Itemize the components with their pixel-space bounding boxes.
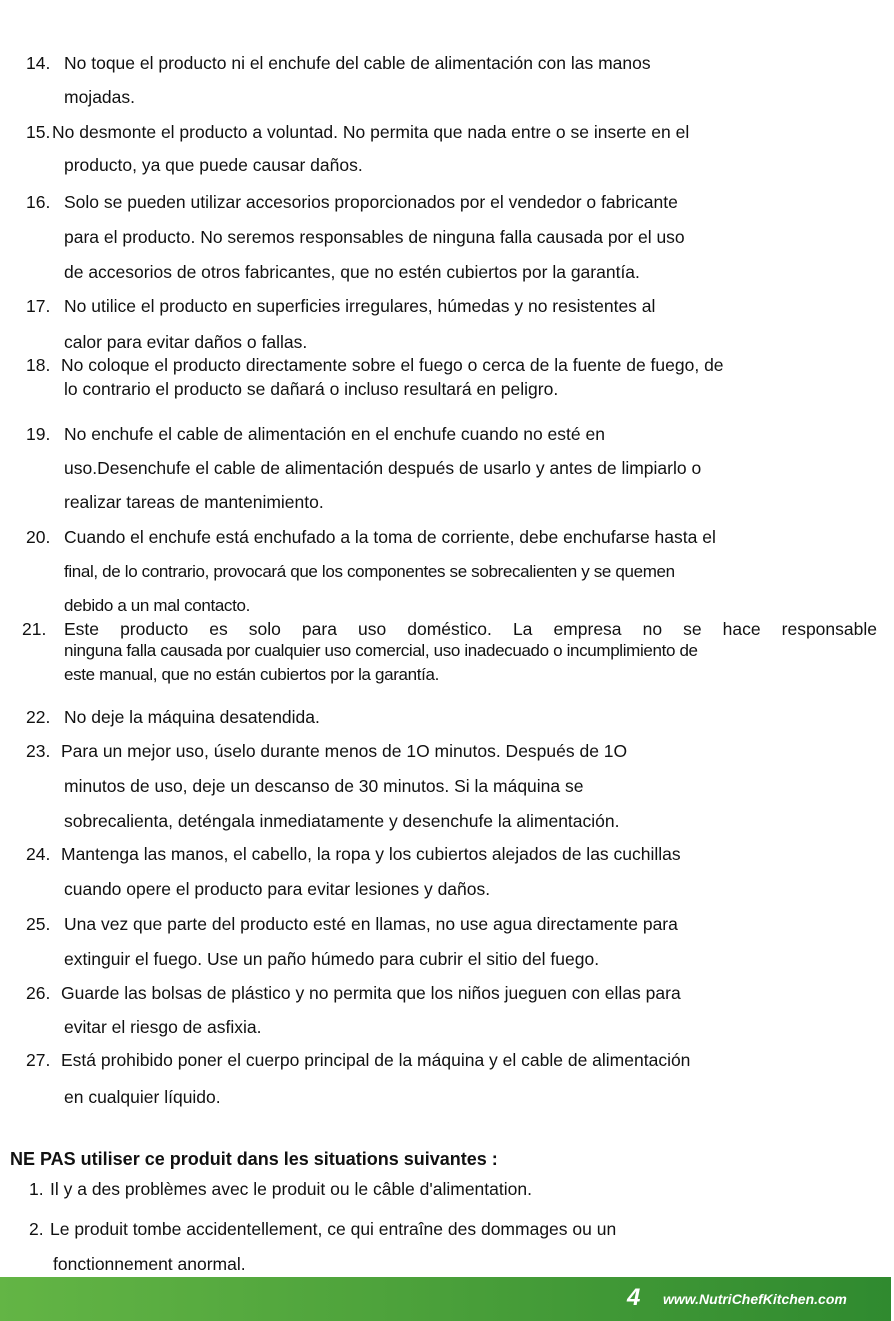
item-14-number: 14. [26,53,51,73]
item-19-line-1: No enchufe el cable de alimentación en el enchufe cuando no esté en [64,424,605,444]
item-21-word: uso [358,619,387,639]
item-20-line-2: final, de lo contrario, provocará que los componentes se sobrecalienten y se quemen [64,562,675,581]
item-21-word: La [512,619,533,639]
item-27-number: 27. [26,1050,51,1070]
item-26-line-1: Guarde las bolsas de plástico y no permita que los niños jueguen con ellas para [61,983,681,1003]
item-21-word: es [209,619,228,639]
item-18-line-1: No coloque el producto directamente sobre el fuego o cerca de la fuente de fuego, de [61,355,724,375]
item-23-number: 23. [26,741,51,761]
item-21-line-2: ninguna falla causada por cualquier uso comercial, uso inadecuado o incumplimiento de [64,641,698,660]
item-18-line-2: lo contrario el producto se dañará o incluso resultará en peligro. [64,379,559,399]
page-number: 4 [627,1284,641,1311]
item-20-line-3: debido a un mal contacto. [64,596,250,615]
french-item-2-number: 2. [29,1219,44,1239]
item-21-word: se [683,619,702,639]
item-21-word: hace [722,619,761,639]
item-16-line-1: Solo se pueden utilizar accesorios proporcionados por el vendedor o fabricante [64,192,678,212]
item-27-line-2: en cualquier líquido. [64,1087,221,1107]
item-21-word: responsable [781,619,877,639]
item-25-line-2: extinguir el fuego. Use un paño húmedo para cubrir el sitio del fuego. [64,949,600,969]
item-21-word: doméstico. [407,619,492,639]
item-25-number: 25. [26,914,51,934]
item-20-line-1: Cuando el enchufe está enchufado a la toma de corriente, debe enchufarse hasta el [64,527,716,547]
item-22-line-1: No deje la máquina desatendida. [64,707,320,727]
item-14-line-1: No toque el producto ni el enchufe del cable de alimentación con las manos [64,53,651,73]
item-14-line-2: mojadas. [64,87,136,107]
item-21-number: 21. [22,619,47,639]
item-21-word: para [301,619,337,639]
item-16-line-3: de accesorios de otros fabricantes, que no estén cubiertos por la garantía. [64,262,640,282]
item-24-line-1: Mantenga las manos, el cabello, la ropa y los cubiertos alejados de las cuchillas [61,844,681,864]
item-23-line-1: Para un mejor uso, úselo durante menos de 1O minutos. Después de 1O [61,741,628,761]
item-24-line-2: cuando opere el producto para evitar lesiones y daños. [64,879,491,899]
french-item-2-line-2: fonctionnement anormal. [53,1254,246,1274]
item-21-word: solo [248,619,281,639]
item-19-line-2: uso.Desenchufe el cable de alimentación después de usarlo y antes de limpiarlo o [64,458,702,478]
french-item-1-line-1: Il y a des problèmes avec le produit ou le câble d'alimentation. [50,1179,532,1199]
item-21-line-3: este manual, que no están cubiertos por la garantía. [64,665,439,684]
item-17-line-2: calor para evitar daños o fallas. [64,332,308,352]
french-item-1-number: 1. [29,1179,44,1199]
item-25-line-1: Una vez que parte del producto esté en llamas, no use agua directamente para [64,914,678,934]
item-17-line-1: No utilice el producto en superficies irregulares, húmedas y no resistentes al [64,296,656,316]
french-section-heading: NE PAS utiliser ce produit dans les situations suivantes : [10,1149,498,1169]
item-16-line-2: para el producto. No seremos responsables de ninguna falla causada por el uso [64,227,685,247]
item-26-line-2: evitar el riesgo de asfixia. [64,1017,262,1037]
item-20-number: 20. [26,527,51,547]
item-15-line-2: producto, ya que puede causar daños. [64,155,363,175]
item-22-number: 22. [26,707,51,727]
item-21-word: empresa [553,619,622,639]
item-15-line-1: No desmonte el producto a voluntad. No permita que nada entre o se inserte en el [52,122,690,142]
item-24-number: 24. [26,844,51,864]
item-21-word: no [642,619,663,639]
item-19-number: 19. [26,424,51,444]
item-27-line-1: Está prohibido poner el cuerpo principal de la máquina y el cable de alimentación [61,1050,691,1070]
item-23-line-2: minutos de uso, deje un descanso de 30 minutos. Si la máquina se [64,776,584,796]
item-21-line-1 [64,618,877,640]
item-17-number: 17. [26,296,51,316]
item-18-number: 18. [26,355,51,375]
item-23-line-3: sobrecalienta, deténgala inmediatamente y desenchufe la alimentación. [64,811,620,831]
item-15-number: 15. [26,122,51,142]
item-26-number: 26. [26,983,51,1003]
item-21-word: Este [64,619,100,639]
item-19-line-3: realizar tareas de mantenimiento. [64,492,324,512]
french-item-2-line-1: Le produit tombe accidentellement, ce qui entraîne des dommages ou un [50,1219,617,1239]
item-21-word: producto [120,619,189,639]
page-footer [0,1277,894,1321]
website-link[interactable]: www.NutriChefKitchen.com [663,1291,847,1307]
item-16-number: 16. [26,192,51,212]
